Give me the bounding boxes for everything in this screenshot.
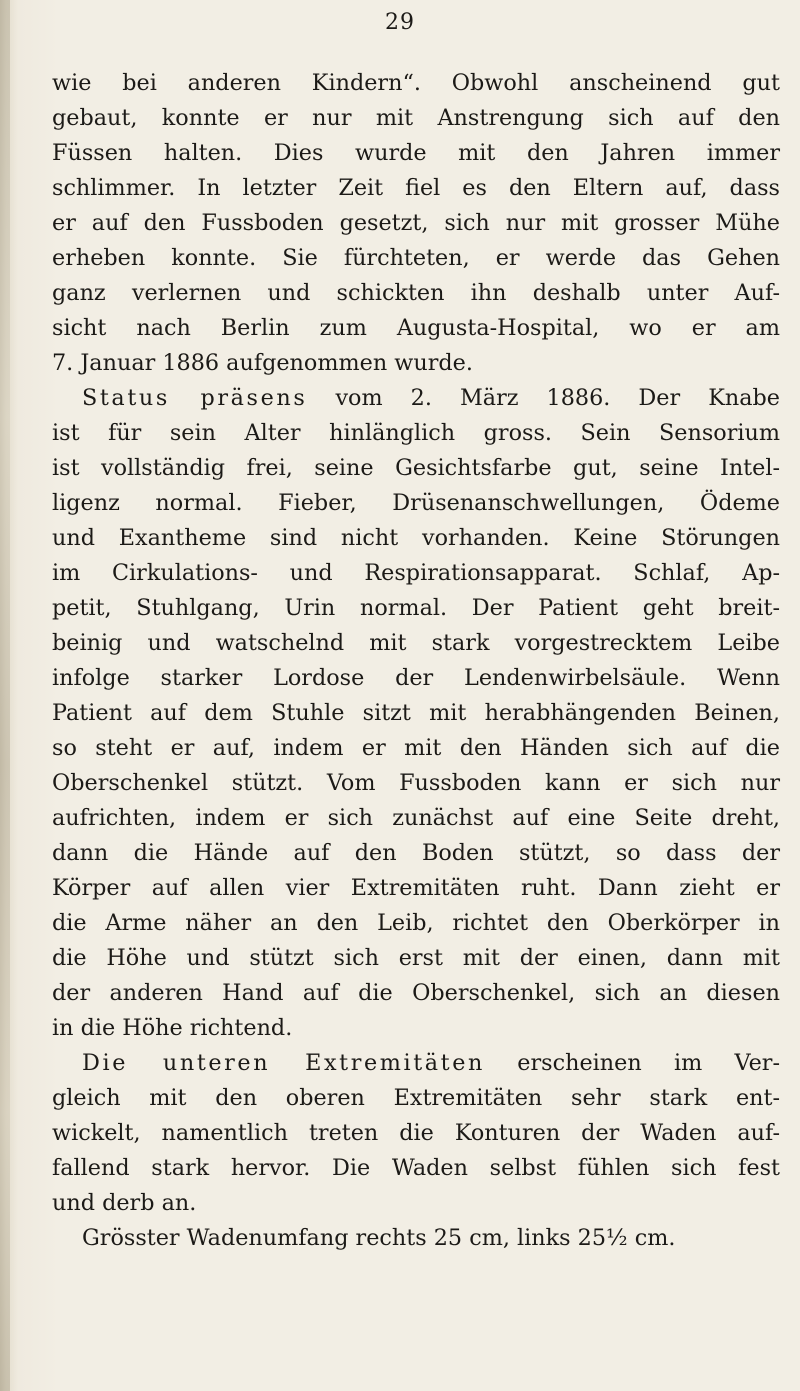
text-line: wie bei anderen Kindern“. Obwohl anscheinend gut xyxy=(52,70,780,96)
text-line: ist für sein Alter hinlänglich gross. Sein Sensorium xyxy=(52,420,780,446)
section-heading-status: Status präsens xyxy=(82,385,308,411)
text-line: beinig und watschelnd mit stark vorgestrecktem Leibe xyxy=(52,630,780,656)
text-line: sicht nach Berlin zum Augusta-Hospital, wo er am xyxy=(52,315,780,341)
text-line: ganz verlernen und schickten ihn deshalb unter Auf- xyxy=(52,280,780,306)
text-line-rest: vom 2. März 1886. Der Knabe xyxy=(307,385,780,411)
text-line: infolge starker Lordose der Lendenwirbelsäule. Wenn xyxy=(52,665,780,691)
binding-gutter xyxy=(0,0,10,1391)
text-line: die Höhe und stützt sich erst mit der einen, dann mit xyxy=(52,945,780,971)
text-line xyxy=(52,1046,780,1081)
text-line: und Exantheme sind nicht vorhanden. Keine Störungen xyxy=(52,525,780,551)
text-line: er auf den Fussboden gesetzt, sich nur mit grosser Mühe xyxy=(52,210,780,236)
text-line: Grösster Wadenumfang rechts 25 cm, links 25½ cm. xyxy=(82,1225,676,1251)
text-line: im Cirkulations- und Respirationsapparat. Schlaf, Ap- xyxy=(52,560,780,586)
text-line: in die Höhe richtend. xyxy=(52,1015,293,1041)
text-line: petit, Stuhlgang, Urin normal. Der Patient geht breit- xyxy=(52,595,780,621)
text-line: dann die Hände auf den Boden stützt, so dass der xyxy=(52,840,780,866)
text-line: Füssen halten. Dies wurde mit den Jahren immer xyxy=(52,140,780,166)
text-line: 7. Januar 1886 aufgenommen wurde. xyxy=(52,350,473,376)
paragraph-1 xyxy=(52,66,780,381)
section-heading-extremities: Die unteren Extremitäten xyxy=(82,1050,485,1076)
text-line xyxy=(52,381,780,416)
text-line: und derb an. xyxy=(52,1190,197,1216)
text-line: erheben konnte. Sie fürchteten, er werde das Gehen xyxy=(52,245,780,271)
text-line: ist vollständig frei, seine Gesichtsfarbe gut, seine Intel- xyxy=(52,455,780,481)
text-line: fallend stark hervor. Die Waden selbst fühlen sich fest xyxy=(52,1155,780,1181)
text-line: Patient auf dem Stuhle sitzt mit herabhängenden Beinen, xyxy=(52,700,780,726)
text-line-rest: erscheinen im Ver- xyxy=(485,1050,780,1076)
page-number: 29 xyxy=(385,10,415,35)
text-line: der anderen Hand auf die Oberschenkel, sich an diesen xyxy=(52,980,780,1006)
paragraph-2 xyxy=(52,381,780,1046)
paragraph-3 xyxy=(52,1046,780,1221)
text-line: gleich mit den oberen Extremitäten sehr stark ent- xyxy=(52,1085,780,1111)
text-line: so steht er auf, indem er mit den Händen sich auf die xyxy=(52,735,780,761)
text-line: die Arme näher an den Leib, richtet den Oberkörper in xyxy=(52,910,780,936)
text-line: schlimmer. In letzter Zeit fiel es den Eltern auf, dass xyxy=(52,175,780,201)
text-line: ligenz normal. Fieber, Drüsenanschwellungen, Ödeme xyxy=(52,490,780,516)
text-line: aufrichten, indem er sich zunächst auf eine Seite dreht, xyxy=(52,805,780,831)
body-text xyxy=(52,66,780,1256)
text-line: gebaut, konnte er nur mit Anstrengung sich auf den xyxy=(52,105,780,131)
paragraph-4 xyxy=(52,1221,780,1256)
text-line: Körper auf allen vier Extremitäten ruht. Dann zieht er xyxy=(52,875,780,901)
text-line: wickelt, namentlich treten die Konturen der Waden auf- xyxy=(52,1120,780,1146)
text-line: Oberschenkel stützt. Vom Fussboden kann er sich nur xyxy=(52,770,780,796)
